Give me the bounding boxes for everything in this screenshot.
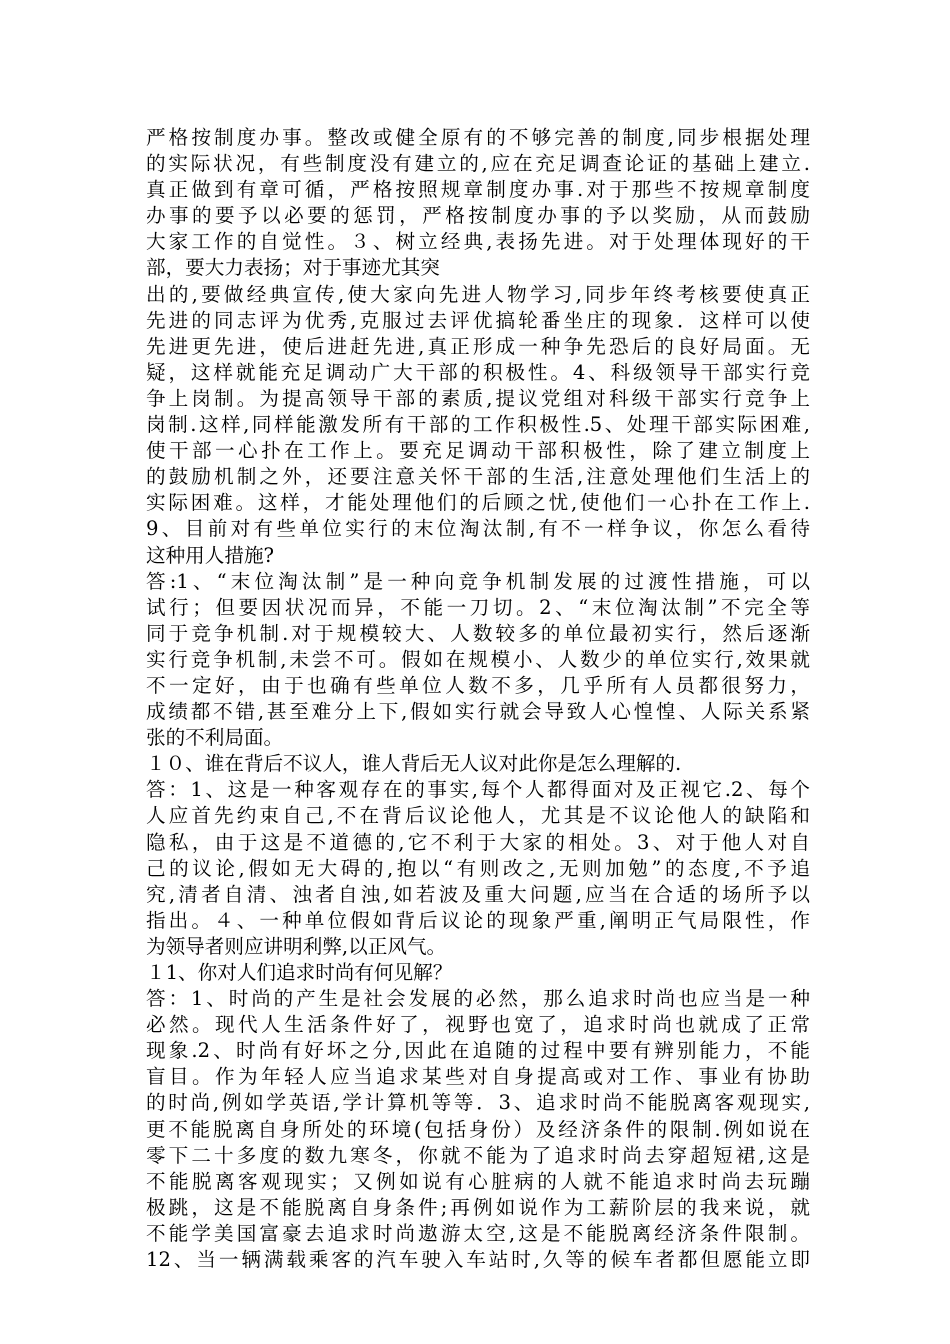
text-line: 先进更先进，使后进赶先进,真正形成一种争先恐后的良好局面。无 <box>146 334 810 358</box>
text-line: 答：1、这是一种客观存在的事实,每个人都得面对及正视它.2、每个 <box>146 778 810 802</box>
text-line: 疑，这样就能充足调动广大干部的积极性。4、科级领导干部实行竞 <box>146 360 810 384</box>
text-line: 大家工作的自觉性。３、树立经典,表扬先进。对于处理体现好的干 <box>146 230 810 254</box>
text-line: 不一定好，由于也确有些单位人数不多，几乎所有人员都很努力， <box>146 673 810 697</box>
text-line: １1、你对人们追求时尚有何见解？ <box>146 961 453 984</box>
text-line: 人应首先约束自己,不在背后议论他人，尤其是不议论他人的缺陷和 <box>146 804 810 828</box>
text-line: 极跳，这是不能脱离自身条件;再例如说作为工薪阶层的我来说，就 <box>146 1195 810 1219</box>
text-line: 答:1、“末位淘汰制”是一种向竞争机制发展的过渡性措施，可以 <box>146 569 810 593</box>
text-line: 实际困难。这样，才能处理他们的后顾之忧,使他们一心扑在工作上. <box>146 491 810 515</box>
text-line: 的实际状况，有些制度没有建立的,应在充足调查论证的基础上建立. <box>146 152 810 176</box>
text-line: 零下二十多度的数九寒冬，你就不能为了追求时尚去穿超短裙,这是 <box>146 1143 810 1167</box>
text-line: 试行；但要因状况而异，不能一刀切。2、“末位淘汰制”不完全等 <box>146 595 810 619</box>
text-line: 答：1、时尚的产生是社会发展的必然，那么追求时尚也应当是一种 <box>146 987 810 1011</box>
text-line: 究,清者自清、浊者自浊,如若波及重大问题,应当在合适的场所予以 <box>146 882 810 906</box>
text-line: 隐私，由于这是不道德的,它不利于大家的相处。3、对于他人对自 <box>146 830 810 854</box>
text-line: 成绩都不错,甚至难分上下,假如实行就会导致人心惶惶、人际关系紧 <box>146 700 810 724</box>
text-line: １０、谁在背后不议人，谁人背后无人议对此你是怎么理解的. <box>146 752 682 776</box>
text-line: 必然。现代人生活条件好了，视野也宽了，追求时尚也就成了正常 <box>146 1013 810 1037</box>
text-line: 出的,要做经典宣传,使大家向先进人物学习,同步年终考核要使真正 <box>146 282 810 306</box>
text-line: 办事的要予以必要的惩罚，严格按制度办事的予以奖励，从而鼓励 <box>146 204 810 228</box>
text-line: 争上岗制。为提高领导干部的素质,提议党组对科级干部实行竞争上 <box>146 386 810 410</box>
text-line: 更不能脱离自身所处的环境(包括身份）及经济条件的限制.例如说在 <box>146 1117 810 1141</box>
text-line: 这种用人措施? <box>146 543 275 567</box>
body-text <box>146 125 810 1273</box>
text-line: 9、目前对有些单位实行的末位淘汰制,有不一样争议，你怎么看待 <box>146 517 810 541</box>
text-line: 张的不利局面。 <box>146 726 284 750</box>
text-line: 现象.2、时尚有好坏之分,因此在追随的过程中要有辨别能力，不能 <box>146 1039 810 1063</box>
text-line: 己的议论,假如无大碍的,抱以“有则改之,无则加勉”的态度,不予追 <box>146 856 810 880</box>
text-line: 不能学美国富豪去追求时尚遨游太空,这是不能脱离经济条件限制。 <box>146 1221 810 1245</box>
text-line: 为领导者则应讲明利弊,以正风气。 <box>146 934 447 958</box>
text-line: 真正做到有章可循，严格按照规章制度办事.对于那些不按规章制度 <box>146 178 810 202</box>
text-line: 12、当一辆满载乘客的汽车驶入车站时,久等的候车者都但愿能立即 <box>146 1248 810 1272</box>
text-line: 实行竞争机制,未尝不可。假如在规模小、人数少的单位实行,效果就 <box>146 647 810 671</box>
text-line: 先进的同志评为优秀,克服过去评优搞轮番坐庄的现象．这样可以使 <box>146 308 810 332</box>
text-line: 严格按制度办事。整改或健全原有的不够完善的制度,同步根据处理 <box>146 126 810 149</box>
text-line: 部，要大力表扬；对于事迹尤其突 <box>146 256 440 280</box>
text-line: 岗制.这样,同样能激发所有干部的工作积极性.5、处理干部实际困难, <box>146 413 810 437</box>
text-line: 同于竞争机制.对于规模较大、人数较多的单位最初实行，然后逐渐 <box>146 621 810 645</box>
text-line: 盲目。作为年轻人应当追求某些对自身提高或对工作、事业有协助 <box>146 1065 810 1089</box>
text-line: 指出。４、一种单位假如背后议论的现象严重,阐明正气局限性，作 <box>146 908 810 932</box>
text-line: 的鼓励机制之外，还要注意关怀干部的生活,注意处理他们生活上的 <box>146 465 810 489</box>
text-line: 使干部一心扑在工作上。要充足调动干部积极性，除了建立制度上 <box>146 439 810 463</box>
text-line: 的时尚,例如学英语,学计算机等等．3、追求时尚不能脱离客观现实, <box>146 1091 810 1115</box>
text-line: 不能脱离客观现实；又例如说有心脏病的人就不能追求时尚去玩蹦 <box>146 1169 810 1193</box>
